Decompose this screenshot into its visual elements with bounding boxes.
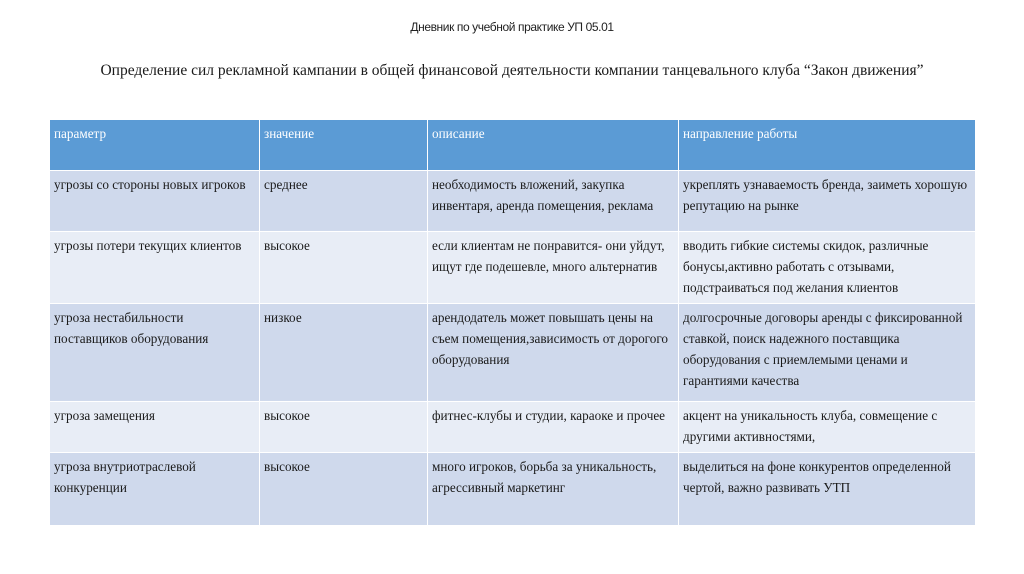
cell-value: низкое: [260, 304, 428, 402]
cell-direction: долгосрочные договоры аренды с фиксированной ставкой, поиск надежного поставщика оборудования с приемлемыми ценами и гарантиями качества: [679, 304, 976, 402]
cell-parameter: угроза внутриотраслевой конкуренции: [50, 453, 260, 526]
cell-description: много игроков, борьба за уникальность, агрессивный маркетинг: [428, 453, 679, 526]
cell-parameter: угроза нестабильности поставщиков оборудования: [50, 304, 260, 402]
column-header-value: значение: [260, 120, 428, 171]
cell-direction: выделиться на фоне конкурентов определенной чертой, важно развивать УТП: [679, 453, 976, 526]
cell-value: высокое: [260, 402, 428, 453]
cell-description: если клиентам не понравится- они уйдут, ищут где подешевле, много альтернатив: [428, 232, 679, 304]
cell-description: арендодатель может повышать цены на съем помещения,зависимость от дорогого оборудования: [428, 304, 679, 402]
cell-value: среднее: [260, 171, 428, 232]
table-row: [50, 402, 976, 453]
threats-table: [49, 119, 976, 526]
column-header-parameter: параметр: [50, 120, 260, 171]
table-row: [50, 304, 976, 402]
cell-value: высокое: [260, 453, 428, 526]
cell-direction: вводить гибкие системы скидок, различные бонусы,активно работать с отзывами, подстраиваться под желания клиентов: [679, 232, 976, 304]
cell-parameter: угрозы потери текущих клиентов: [50, 232, 260, 304]
cell-description: необходимость вложений, закупка инвентаря, аренда помещения, реклама: [428, 171, 679, 232]
table-header-row: [50, 120, 976, 171]
table-row: [50, 453, 976, 526]
cell-parameter: угроза замещения: [50, 402, 260, 453]
table-row: [50, 171, 976, 232]
column-header-description: описание: [428, 120, 679, 171]
cell-value: высокое: [260, 232, 428, 304]
cell-description: фитнес-клубы и студии, караоке и прочее: [428, 402, 679, 453]
cell-direction: акцент на уникальность клуба, совмещение с другими активностями,: [679, 402, 976, 453]
table-row: [50, 232, 976, 304]
cell-direction: укреплять узнаваемость бренда, заиметь хорошую репутацию на рынке: [679, 171, 976, 232]
column-header-direction: направление работы: [679, 120, 976, 171]
header-title: Дневник по учебной практике УП 05.01: [410, 20, 614, 34]
cell-parameter: угрозы со стороны новых игроков: [50, 171, 260, 232]
page-title: Определение сил рекламной кампании в общей финансовой деятельности компании танцевального клуба “Закон движения”: [100, 62, 924, 79]
